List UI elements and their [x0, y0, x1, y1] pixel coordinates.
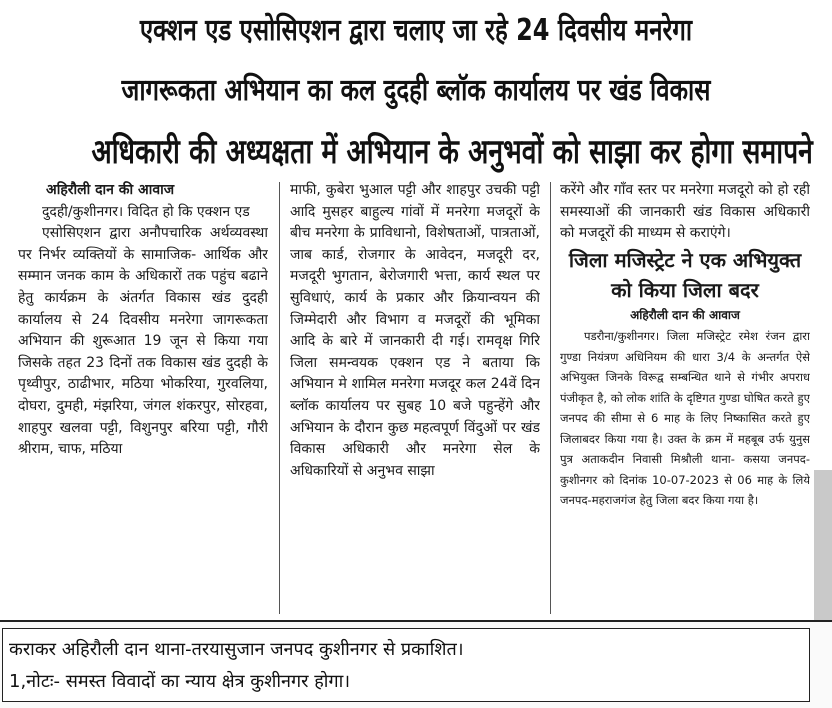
article-column-1 [18, 180, 268, 616]
article-byline: अहिरौली दान की आवाज [46, 182, 175, 198]
imprint-box [2, 628, 810, 702]
headline-line-2: जागरूकता अभियान का कल दुदही ब्लॉक कार्यालय पर खंड विकास [121, 73, 711, 108]
column-divider [550, 182, 551, 614]
page-edge-shadow [814, 470, 832, 620]
imprint-footer [0, 620, 832, 708]
headline-line-3: अधिकारी की अध्यक्षता में अभियान के अनुभवों को साझा कर होगा समापने [91, 132, 813, 172]
article-body-part-1: एसोसिएशन द्वारा अनौपचारिक अर्थव्यवस्था पर निर्भर व्यक्तियों के सामाजिक- आर्थिक और सम्मान जनक काम के अधिकारों तक पहुंच बढाने हेतु कार्यक्रम के अंतर्गत विकास खंड दुदही कार्यालय से 24 दिवसीय मनरेगा जागरूकता अभियान की शुरूआत 19 जून से किया गया जिसके तहत 23 दिनों तक विकास खंड दुदही के पृथ्वीपुर, ठाढीभार, मठिया भोकरिया, गुरवलिया, दोघरा, दुमही, मंझरिया, जंगल शंकरपुर, सोरहवा, शाहपुर खलवा पट्टी, विशुनपुर बरिया पट्टी, गौरी श्रीराम, चाफ, मठिया [18, 225, 268, 458]
article-body-part-2: माफी, कुबेरा भुआल पट्टी और शाहपुर उचकी पट्टी आदि मुसहर बाहुल्य गांवों में मनरेगा मजदूरों के बीच मनरेगा के प्राविधानो, विशेषताओं, पात्रताओं, जाब कार्ड, रोजगार के आवेदन, मजदूरी दर, मजदूरी भुगतान, बेरोजगारी भत्ता, कार्य स्थल पर सुविधाएं, कार्य के प्रकार और क्रियान्वयन की जिम्मेदारी और विभाग व मजदूरों की भूमिका आदि के बारे में जानकारी दी गई। रामवृक्ष गिरि जिला समन्वयक एक्शन एड ने बताया कि अभियान मे शामिल मनरेगा मजदूर कल 24वें दिन ब्लॉक कार्यालय पर सुबह 10 बजे पहुन्हेंगे और अभियान के दौरान कुछ महत्वपूर्ण विंदुओं पर खंड विकास अधिकारी और मनरेगा सेल के अधिकारियों से अनुभव साझा [290, 182, 540, 479]
column-divider [279, 182, 280, 614]
headline-line-1: एक्शन एड एसोसिएशन द्वारा चलाए जा रहे 24 दिवसीय मनरेगा [139, 13, 693, 48]
article-body-part-3: करेंगे और गाँव स्तर पर मनरेगा मजदूरो को हो रही समस्याओं की जानकारी खंड विकास अधिकारी को मजदूरों की माध्यम से कराएंगे। [560, 182, 810, 242]
imprint-line-1: कराकर अहिरौली दान थाना-तरयासुजान जनपद कुशीनगर से प्रकाशित। [9, 639, 464, 660]
imprint-line-2: 1,नोटः- समस्त विवादों का न्याय क्षेत्र कुशीनगर होगा। [9, 671, 351, 692]
article-2-byline: अहिरौली दान की आवाज [630, 307, 740, 322]
article-column-2 [290, 180, 540, 616]
article-dateline: दुदही/कुशीनगर। विदित हो कि एक्शन एड [42, 203, 250, 220]
article-2-headline: जिला मजिस्ट्रेट ने एक अभियुक्त को किया जिला बदर [568, 247, 802, 302]
article-2-body: पडरौना/कुशीनगर। जिला मजिस्ट्रेट रमेश रंजन द्वारा गुण्डा नियंत्रण अधिनियम की धारा 3/4 के अन्तर्गत ऐसे अभियुक्त जिनके विरूद्व सम्बन्धित थाने से गंभीर अपराध पंजीकृत है, को लोक शांति के दृष्टिगत गुण्डा घोषित करते हुए जनपद की सीमा से 6 माह के लिए निष्कासित करते हुए जिलाबदर किया गया है। उक्त के क्रम में महबूब उर्फ युनुस पुत्र अताकदीन निवासी मिश्रौली थाना- कसया जनपद-कुशीनगर को दिनांक 10-07-2023 से 06 माह के लिये जनपद-महराजगंज हेतु जिला बदर किया गया है। [560, 329, 810, 508]
article-column-3 [560, 180, 810, 616]
